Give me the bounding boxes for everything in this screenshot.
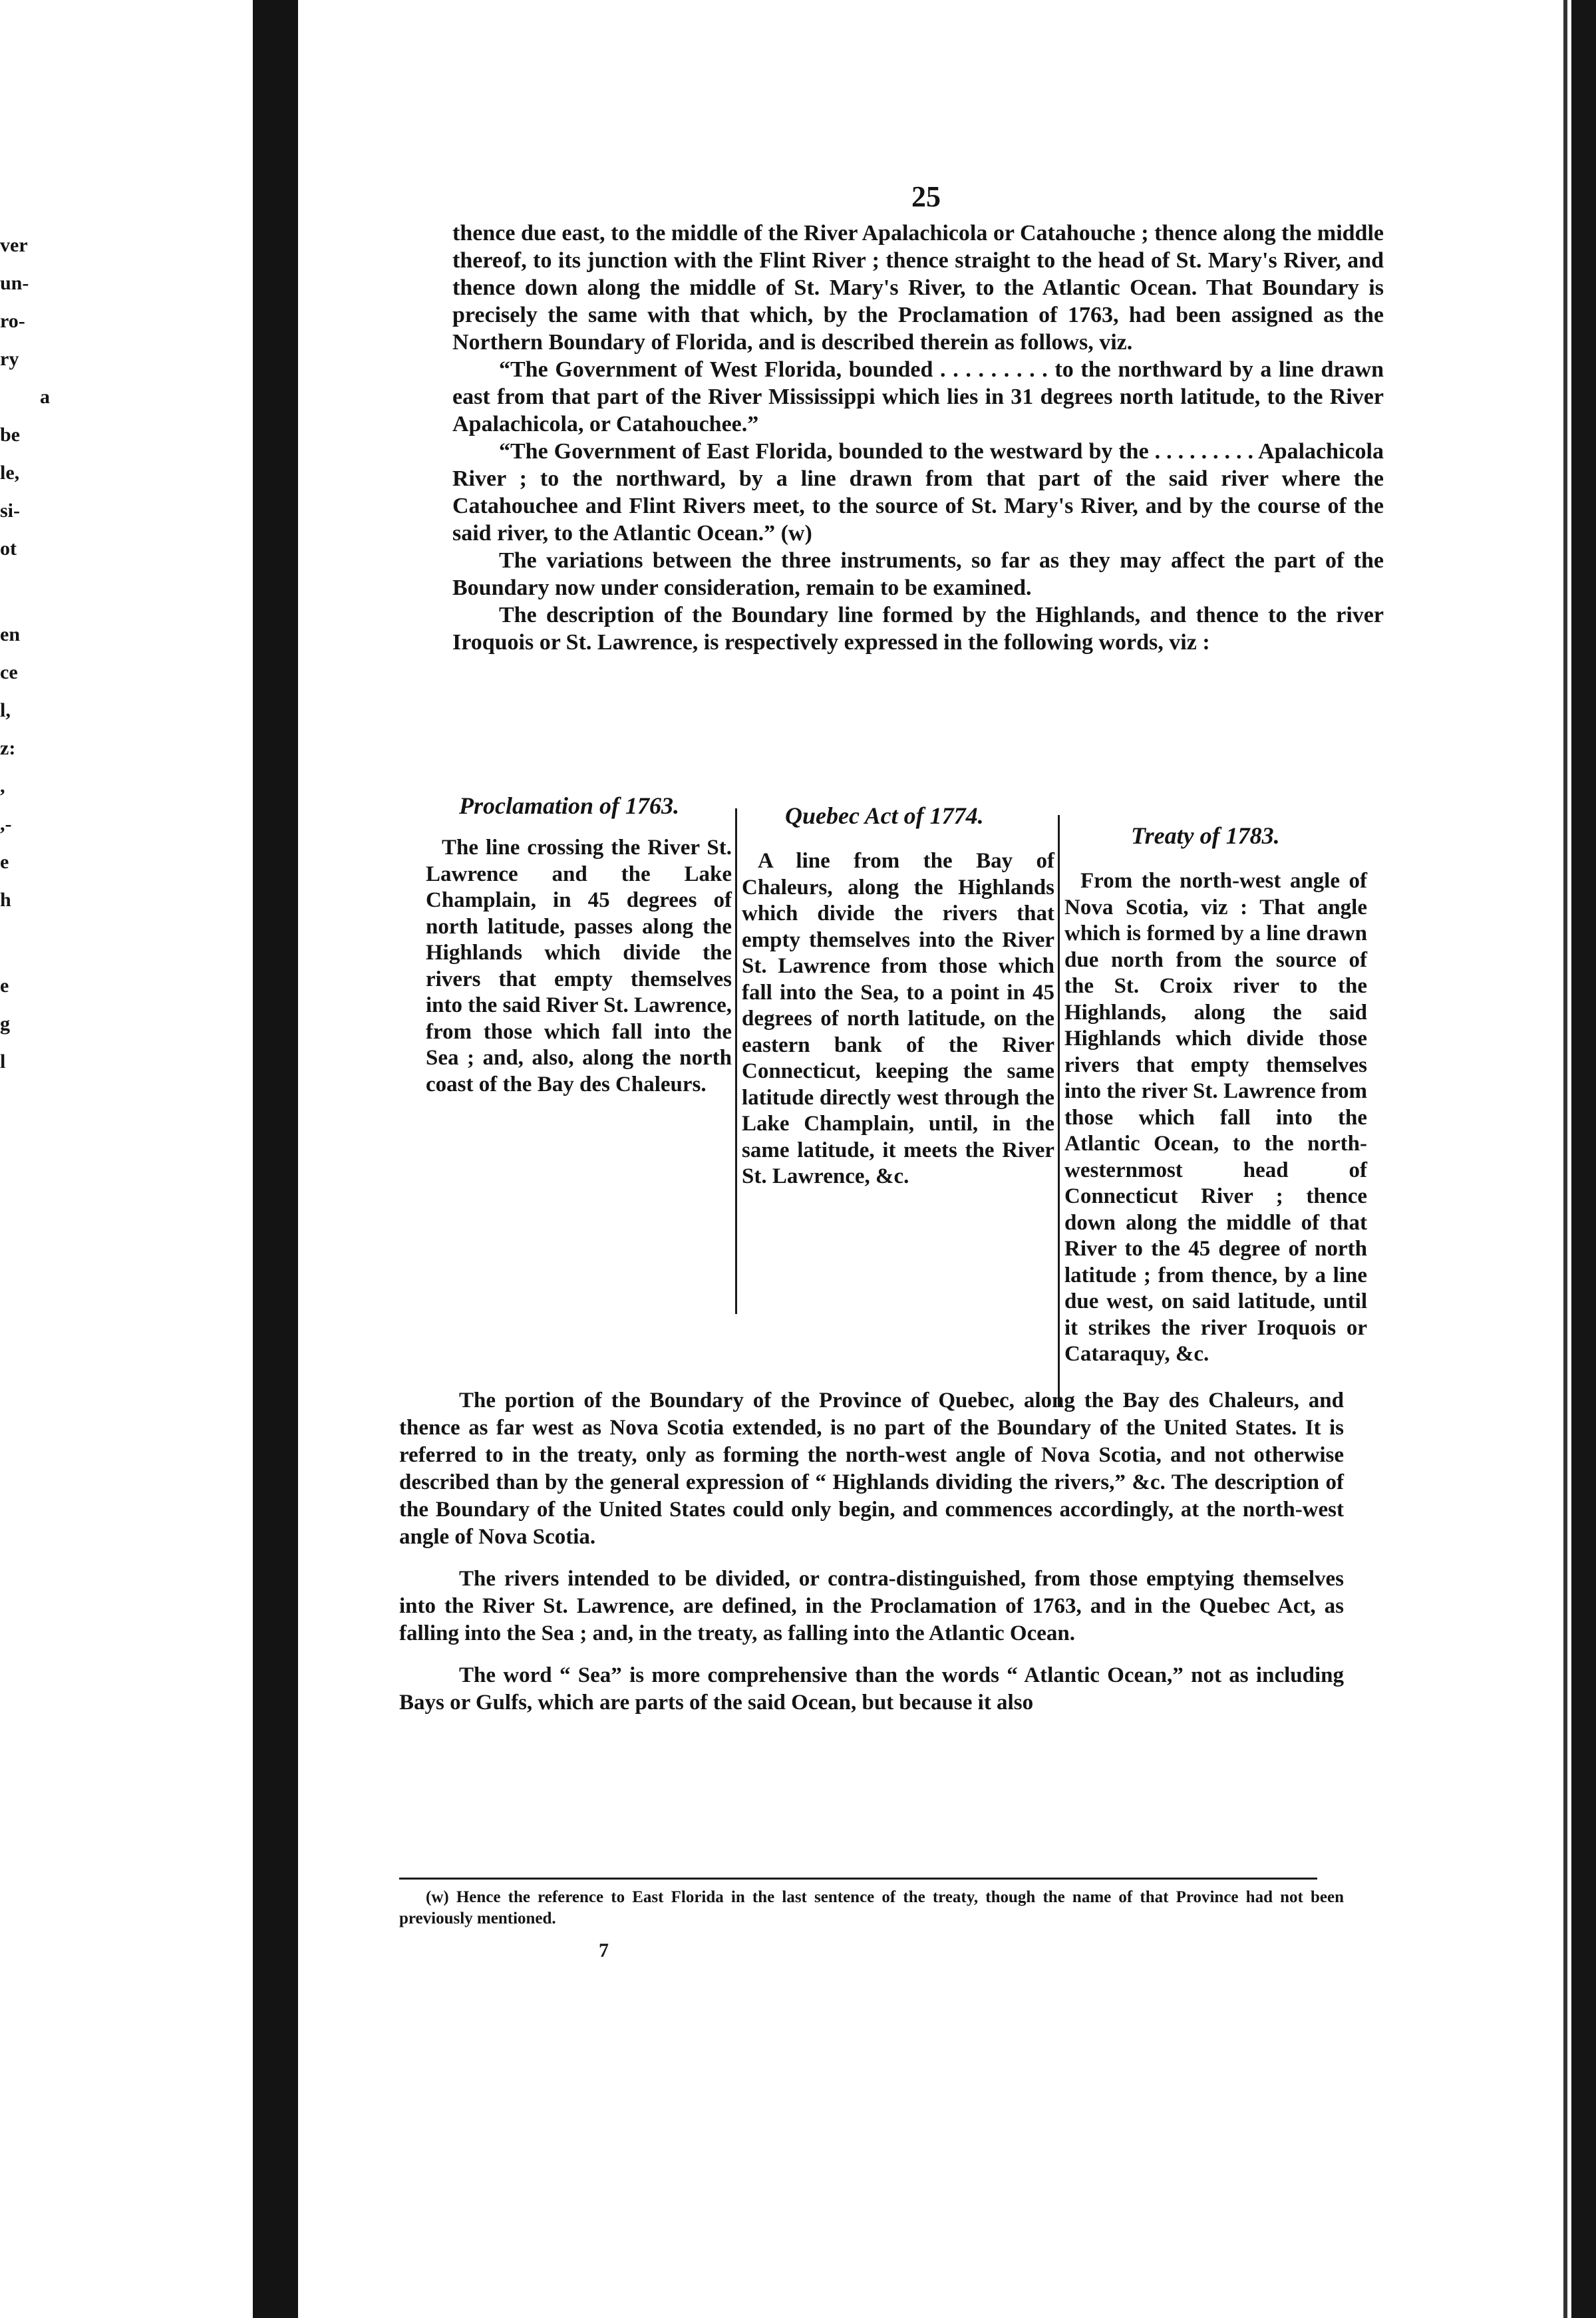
margin-fragment: le, bbox=[0, 462, 20, 484]
paragraph: The portion of the Boundary of the Province of Quebec, along the Bay des Chaleurs, and thence as far west as Nova Scotia extended, is no part of the Boundary of the United States. It is referred to in the treaty, only as forming the north-west angle of Nova Scotia, and not otherwise described than by the general expression of “ Highlands dividing the rivers,” &c. The description of the Boundary of the United States could only begin, and commences accordingly, at the north-west angle of Nova Scotia. bbox=[399, 1389, 1344, 1549]
column-paragraph: A line from the Bay of Chaleurs, along the Highlands which divide the rivers that empty themselves into the River St. Lawrence from those which fall into the Sea, to a point in 45 degrees of north latitude, on the eastern bank of the River Connecticut, keeping the same latitude directly west through the Lake Champlain, until, in the same latitude, it meets the River St. Lawrence, &c. bbox=[742, 849, 1054, 1188]
column-divider bbox=[735, 808, 737, 1314]
paragraph: The rivers intended to be divided, or contra-distinguished, from those emptying themselves into the River St. Lawrence, are defined, in the Proclamation of 1763, and in the Quebec Act, as falling into the Sea ; and, in the treaty, as falling into the Atlantic Ocean. bbox=[399, 1567, 1344, 1645]
top-body-text bbox=[452, 220, 1384, 656]
margin-fragment: be bbox=[0, 424, 20, 446]
margin-fragment: z: bbox=[0, 737, 16, 759]
margin-fragment: ce bbox=[0, 661, 18, 683]
paragraph: The word “ Sea” is more comprehensive than the words “ Atlantic Ocean,” not as including Bays or Gulfs, which are parts of the said Ocean, but because it also bbox=[399, 1663, 1344, 1715]
column-divider bbox=[1058, 815, 1060, 1407]
scan-border bbox=[1571, 0, 1596, 2318]
column-heading-treaty: Treaty of 1783. bbox=[1131, 822, 1280, 849]
footnote bbox=[399, 1887, 1344, 1929]
margin-fragment: ,- bbox=[0, 813, 12, 835]
margin-fragment: g bbox=[0, 1013, 10, 1035]
bottom-body-text bbox=[399, 1387, 1344, 1731]
page-edge bbox=[1563, 0, 1567, 2318]
previous-page-margin bbox=[0, 226, 73, 1080]
signature-mark: 7 bbox=[599, 1939, 609, 1961]
margin-fragment: e bbox=[0, 975, 9, 997]
binding-gutter bbox=[253, 0, 298, 2318]
margin-fragment: ro- bbox=[0, 310, 25, 332]
quotation-east-florida: “The Government of East Florida, bounded to the westward by the . . . . . . . . . Apalachicola River ; to the northward, by a line drawn from that part of the said river where the Catahouchee and Flint Rivers meet, to the source of St. Mary's River, and by the course of the said river, to the Atlantic Ocean.” (w) bbox=[452, 439, 1384, 546]
paragraph: The description of the Boundary line formed by the Highlands, and thence to the river Iroquois or St. Lawrence, is respectively expressed in the following words, viz : bbox=[452, 603, 1384, 655]
margin-fragment: h bbox=[0, 889, 11, 911]
margin-fragment: , bbox=[0, 775, 5, 797]
paragraph: The variations between the three instruments, so far as they may affect the part of the Boundary now under consideration, remain to be examined. bbox=[452, 548, 1384, 600]
margin-fragment: a bbox=[40, 386, 50, 408]
column-heading-proclamation: Proclamation of 1763. bbox=[459, 792, 679, 819]
margin-fragment: un- bbox=[0, 272, 29, 294]
column-heading-quebec-act: Quebec Act of 1774. bbox=[785, 802, 984, 829]
margin-fragment: l bbox=[0, 1051, 6, 1073]
footnote-text: (w) Hence the reference to East Florida in the last sentence of the treaty, though the name of that Province had not been previously mentioned. bbox=[399, 1888, 1344, 1927]
margin-fragment: en bbox=[0, 623, 20, 645]
paragraph: thence due east, to the middle of the River Apalachicola or Catahouche ; thence along the middle thereof, to its junction with the Flint River ; thence straight to the head of St. Mary's River, and thence down along the middle of St. Mary's River, to the Atlantic Ocean. That Boundary is precisely the same with that which, by the Proclamation of 1763, had been assigned as the Northern Boundary of Florida, and is described therein as follows, viz. bbox=[452, 221, 1384, 355]
column-text-proclamation bbox=[426, 835, 732, 1098]
margin-fragment: ot bbox=[0, 538, 17, 560]
margin-fragment: l, bbox=[0, 699, 11, 721]
quotation-west-florida: “The Government of West Florida, bounded . . . . . . . . . to the northward by a line drawn east from that part of the River Mississippi which lies in 31 degrees north latitude, to the River Apalachicola, or Catahouchee.” bbox=[452, 357, 1384, 436]
footnote-rule bbox=[399, 1878, 1317, 1880]
column-text-quebec-act bbox=[742, 848, 1054, 1190]
page-number: 25 bbox=[911, 180, 941, 213]
column-paragraph: The line crossing the River St. Lawrence and the Lake Champlain, in 45 degrees of north latitude, passes along the Highlands which divide the rivers that empty themselves into the said River St. Lawrence, from those which fall into the Sea ; and, also, along the north coast of the Bay des Chaleurs. bbox=[426, 836, 732, 1096]
column-text-treaty bbox=[1064, 868, 1367, 1368]
margin-fragment: e bbox=[0, 851, 9, 873]
margin-fragment: si- bbox=[0, 500, 20, 522]
column-paragraph: From the north-west angle of Nova Scotia, viz : That angle which is formed by a line drawn due north from the source of the St. Croix river to the Highlands, along the said Highlands which divide those rivers that empty themselves into the river St. Lawrence from those which fall into the Atlantic Ocean, to the north-westernmost head of Connecticut River ; thence down along the middle of that River to the 45 degree of north latitude ; from thence, by a line due west, on said latitude, until it strikes the river Iroquois or Cataraquy, &c. bbox=[1064, 869, 1367, 1366]
margin-fragment: ver bbox=[0, 234, 28, 256]
margin-fragment: ry bbox=[0, 348, 19, 370]
